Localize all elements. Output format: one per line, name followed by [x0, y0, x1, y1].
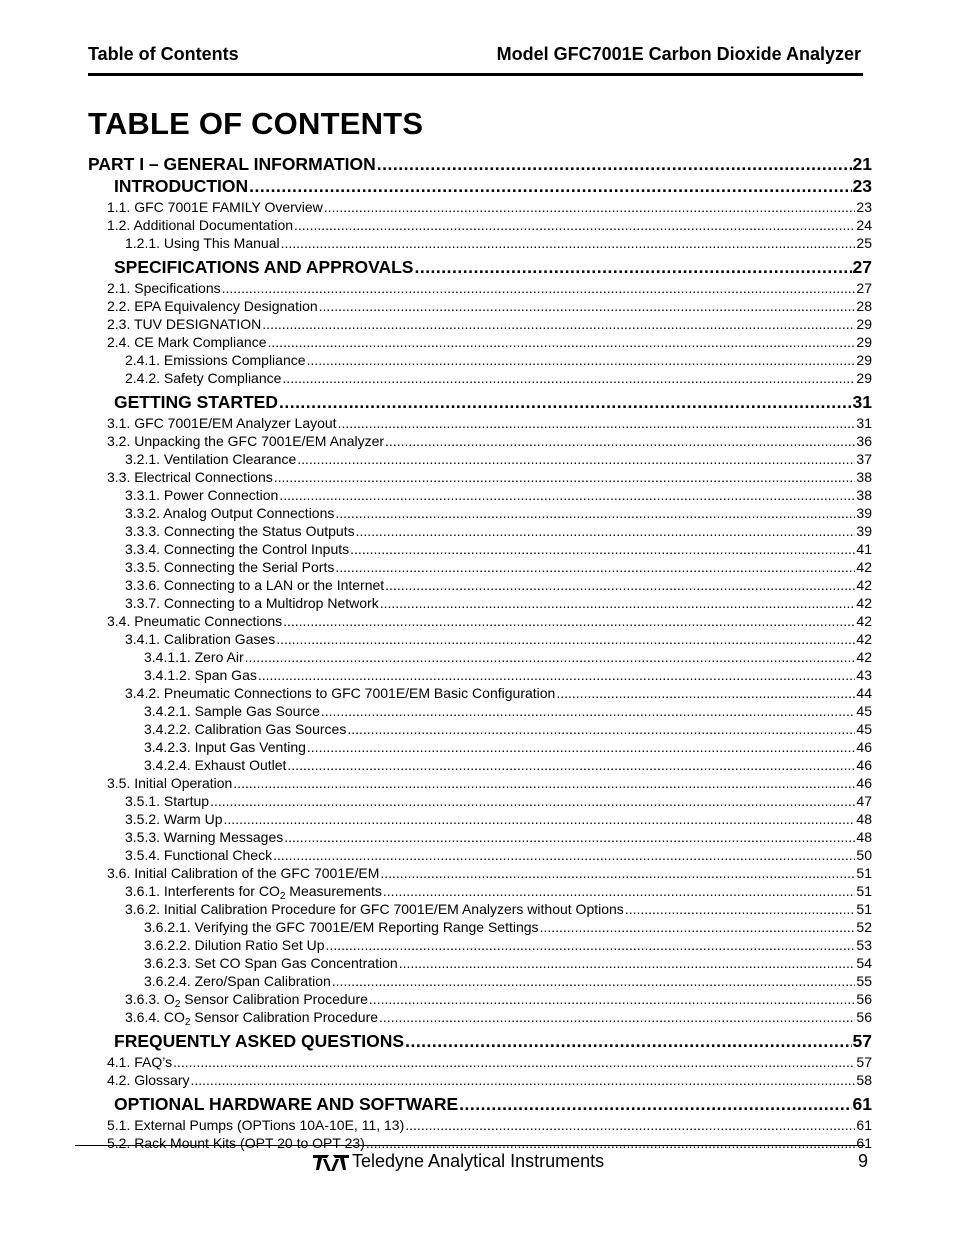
running-header-left: Table of Contents: [88, 44, 239, 64]
dot-leader: [347, 720, 855, 738]
toc-page-number: 51: [856, 883, 872, 899]
toc-entry-title: 3.3.7. Connecting to a Multidrop Network: [125, 595, 379, 611]
toc-entry-title: 3.4.2.4. Exhaust Outlet: [144, 757, 287, 773]
dot-leader: [385, 432, 855, 450]
toc-entry-title: 3.5.4. Functional Check: [125, 847, 273, 863]
toc-entry-title-part: 3.6.4. CO: [125, 1009, 185, 1025]
dot-leader: [287, 756, 855, 774]
dot-leader: [405, 1116, 855, 1134]
toc-entry-title: 3.3.4. Connecting the Control Inputs: [125, 541, 350, 557]
toc-page-number: 39: [856, 523, 872, 539]
toc-page-number: 45: [856, 703, 872, 719]
toc-entry[interactable]: [125, 540, 872, 558]
dot-leader: [307, 351, 856, 369]
dot-leader: [556, 684, 855, 702]
footer-divider: [75, 1145, 865, 1146]
toc-page-number: 21: [852, 154, 872, 174]
toc-page-number: 46: [856, 775, 872, 791]
dot-leader: [385, 576, 855, 594]
toc-page-number: 29: [856, 352, 872, 368]
toc-entry[interactable]: [125, 990, 872, 1008]
toc-entry[interactable]: [144, 666, 872, 684]
toc-entry-title: 3.3.2. Analog Output Connections: [125, 505, 335, 521]
dot-leader: [356, 522, 856, 540]
toc-heading-entry[interactable]: [114, 1093, 872, 1115]
toc-entry[interactable]: [125, 504, 872, 522]
dot-leader: [459, 1093, 851, 1115]
toc-entry-title: 3.2.1. Ventilation Clearance: [125, 451, 297, 467]
dot-leader: [625, 900, 856, 918]
toc-entry[interactable]: [144, 720, 872, 738]
dot-leader: [307, 738, 856, 756]
dot-leader: [281, 234, 856, 252]
toc-entry-title: 2.4.1. Emissions Compliance: [125, 352, 306, 368]
toc-page-number: 29: [856, 370, 872, 386]
toc-entry[interactable]: [125, 810, 872, 828]
toc-page-number: 46: [856, 739, 872, 755]
toc-entry-title-part: Sensor Calibration Procedure: [180, 991, 368, 1007]
toc-entry[interactable]: [144, 918, 872, 936]
dot-leader: [273, 846, 855, 864]
dot-leader: [233, 774, 855, 792]
toc-entry-title: 3.6.2.2. Dilution Ratio Set Up: [144, 937, 325, 953]
page-title: TABLE OF CONTENTS: [88, 106, 424, 141]
toc-entry-title-part: 3.6.3. O: [125, 991, 175, 1007]
toc-entry-title: 3.4.1.2. Span Gas: [144, 667, 257, 683]
toc-page-number: 42: [856, 649, 872, 665]
toc-entry-title: 3.3.6. Connecting to a LAN or the Internet: [125, 577, 385, 593]
toc-entry-title: 4.2. Glossary: [107, 1072, 190, 1088]
toc-page-number: 23: [852, 176, 872, 196]
toc-page-number: 31: [852, 392, 872, 412]
toc-page-number: 37: [856, 451, 872, 467]
dot-leader: [279, 486, 855, 504]
toc-page-number: 44: [856, 685, 872, 701]
toc-entry[interactable]: [125, 684, 872, 702]
toc-entry[interactable]: [125, 1008, 872, 1026]
toc-page-number: 57: [852, 1031, 872, 1051]
toc-entry[interactable]: [107, 333, 872, 351]
dot-leader: [297, 450, 855, 468]
toc-entry-title: 3.3.5. Connecting the Serial Ports: [125, 559, 335, 575]
toc-page-number: 42: [856, 595, 872, 611]
dot-leader: [245, 648, 856, 666]
dot-leader: [173, 1053, 855, 1071]
toc-entry[interactable]: [125, 792, 872, 810]
toc-heading-entry[interactable]: [114, 391, 872, 413]
toc-entry[interactable]: [125, 450, 872, 468]
dot-leader: [210, 792, 855, 810]
dot-leader: [379, 1008, 855, 1026]
toc-entry-title: 3.6.2. Initial Calibration Procedure for GFC 7001E/EM Analyzers without Options: [125, 901, 624, 917]
toc-entry[interactable]: [107, 612, 872, 630]
dot-leader: [222, 279, 856, 297]
toc-entry[interactable]: [125, 558, 872, 576]
dot-leader: [380, 864, 855, 882]
toc-heading-entry[interactable]: [88, 153, 872, 175]
dot-leader: [283, 612, 855, 630]
toc-entry-title: 5.2. Rack Mount Kits (OPT 20 to OPT 23): [107, 1135, 365, 1151]
toc-entry-title: SPECIFICATIONS AND APPROVALS: [114, 257, 414, 277]
toc-entry-title: 2.1. Specifications: [107, 280, 221, 296]
toc-page-number: 38: [856, 469, 872, 485]
running-header-right: Model GFC7001E Carbon Dioxide Analyzer: [496, 44, 861, 64]
toc-entry[interactable]: [125, 882, 872, 900]
toc-entry[interactable]: [125, 234, 872, 252]
toc-page-number: 57: [856, 1054, 872, 1070]
toc-entry-title: 3.6.2.3. Set CO Span Gas Concentration: [144, 955, 398, 971]
toc-entry-title: 3.2. Unpacking the GFC 7001E/EM Analyzer: [107, 433, 385, 449]
dot-leader: [224, 810, 856, 828]
toc-page-number: 42: [856, 577, 872, 593]
toc-entry[interactable]: [144, 954, 872, 972]
dot-leader: [324, 198, 856, 216]
toc-entry-title: 3.5. Initial Operation: [107, 775, 233, 791]
dot-leader: [326, 936, 856, 954]
toc-heading-entry[interactable]: [114, 256, 872, 278]
toc-entry-title: 3.4.2.2. Calibration Gas Sources: [144, 721, 347, 737]
toc-entry-title: 3.6. Initial Calibration of the GFC 7001E/EM: [107, 865, 380, 881]
toc-entry[interactable]: [125, 900, 872, 918]
toc-entry-title: 3.3.1. Power Connection: [125, 487, 279, 503]
footer-company: Teledyne Analytical Instruments: [352, 1151, 605, 1171]
toc-entry[interactable]: [107, 279, 872, 297]
toc-entry-title: PART I – GENERAL INFORMATION: [88, 154, 376, 174]
toc-page-number: 28: [856, 298, 872, 314]
dot-leader: [190, 1071, 855, 1089]
toc-page-number: 54: [856, 955, 872, 971]
dot-leader: [335, 504, 855, 522]
toc-entry[interactable]: [144, 756, 872, 774]
dot-leader: [350, 540, 855, 558]
toc-page-number: 50: [856, 847, 872, 863]
toc-page-number: 61: [856, 1135, 872, 1151]
dot-leader: [380, 594, 856, 612]
dot-leader: [383, 882, 856, 900]
toc-entry-title: 3.4.2.3. Input Gas Venting: [144, 739, 306, 755]
toc-page-number: 56: [856, 1009, 872, 1025]
toc-entry[interactable]: [107, 1134, 872, 1152]
toc-entry[interactable]: [125, 486, 872, 504]
toc-entry-title: FREQUENTLY ASKED QUESTIONS: [114, 1031, 405, 1051]
subscript: 2: [174, 999, 181, 1010]
toc-page-number: 27: [856, 280, 872, 296]
toc-entry-title: 3.1. GFC 7001E/EM Analyzer Layout: [107, 415, 337, 431]
toc-entry-title: 1.2. Additional Documentation: [107, 217, 294, 233]
toc-page-number: 43: [856, 667, 872, 683]
dot-leader: [284, 828, 855, 846]
dot-leader: [274, 468, 856, 486]
toc-entry-title: [125, 882, 382, 900]
toc-entry-title: 3.5.2. Warm Up: [125, 811, 223, 827]
toc-entry[interactable]: [125, 828, 872, 846]
toc-entry-title: 3.4.2.1. Sample Gas Source: [144, 703, 320, 719]
toc-page-number: 46: [856, 757, 872, 773]
toc-page-number: 39: [856, 505, 872, 521]
toc-entry[interactable]: [125, 630, 872, 648]
toc-page-number: 47: [856, 793, 872, 809]
toc-entry[interactable]: [107, 432, 872, 450]
page-number: 9: [857, 1151, 868, 1171]
toc-entry-title: GETTING STARTED: [114, 392, 278, 412]
toc-entry-title: 2.3. TUV DESIGNATION: [107, 316, 262, 332]
dot-leader: [279, 391, 852, 413]
toc-page-number: 24: [856, 217, 872, 233]
toc-entry[interactable]: [144, 648, 872, 666]
toc-entry[interactable]: [144, 738, 872, 756]
toc-entry[interactable]: [107, 297, 872, 315]
toc-entry[interactable]: [107, 1053, 872, 1071]
dot-leader: [414, 256, 851, 278]
toc-page-number: 55: [856, 973, 872, 989]
toc-entry[interactable]: [107, 216, 872, 234]
toc-entry-title: OPTIONAL HARDWARE AND SOFTWARE: [114, 1094, 459, 1114]
toc-entry[interactable]: [125, 594, 872, 612]
toc-page-number: 41: [856, 541, 872, 557]
toc-entry-title: 3.4.2. Pneumatic Connections to GFC 7001E/EM Basic Configuration: [125, 685, 556, 701]
toc-heading-entry[interactable]: [114, 1030, 872, 1052]
toc-page-number: 51: [856, 901, 872, 917]
toc-heading-entry[interactable]: [114, 175, 872, 197]
toc-page-number: 42: [856, 613, 872, 629]
toc-entry[interactable]: [125, 522, 872, 540]
toc-entry-title: 3.6.2.4. Zero/Span Calibration: [144, 973, 331, 989]
toc-entry-title: [125, 990, 368, 1008]
toc-entry[interactable]: [125, 576, 872, 594]
toc-entry-title: 4.1. FAQ’s: [107, 1054, 173, 1070]
dot-leader: [399, 954, 856, 972]
toc-entry-title: 1.2.1. Using This Manual: [125, 235, 280, 251]
toc-entry[interactable]: [125, 351, 872, 369]
toc-entry-title: 1.1. GFC 7001E FAMILY Overview: [107, 199, 323, 215]
toc-page-number: 48: [856, 811, 872, 827]
toc-entry[interactable]: [107, 1116, 872, 1134]
toc-entry[interactable]: [107, 468, 872, 486]
toc-entry-title: 3.3.3. Connecting the Status Outputs: [125, 523, 355, 539]
toc-entry-title: 3.5.3. Warning Messages: [125, 829, 284, 845]
toc-page-number: 48: [856, 829, 872, 845]
dot-leader: [294, 216, 855, 234]
toc-page-number: 42: [856, 559, 872, 575]
toc-page-number: 52: [856, 919, 872, 935]
toc-entry-title: INTRODUCTION: [114, 176, 249, 196]
toc-page-number: 38: [856, 487, 872, 503]
dot-leader: [282, 369, 855, 387]
toc-page-number: 27: [852, 257, 872, 277]
toc-entry[interactable]: [107, 864, 872, 882]
subscript: 2: [184, 1017, 191, 1028]
toc-page-number: 23: [856, 199, 872, 215]
toc-page-number: 45: [856, 721, 872, 737]
dot-leader: [377, 153, 852, 175]
dot-leader: [321, 702, 856, 720]
toc-page-number: 53: [856, 937, 872, 953]
toc-page-number: 51: [856, 865, 872, 881]
dot-leader: [366, 1134, 856, 1152]
toc-entry[interactable]: [144, 972, 872, 990]
toc-page-number: 61: [852, 1094, 872, 1114]
toc-entry[interactable]: [125, 369, 872, 387]
toc-page-number: 58: [856, 1072, 872, 1088]
dot-leader: [540, 918, 856, 936]
dot-leader: [262, 315, 855, 333]
toc-entry-title: [125, 1008, 378, 1026]
toc-entry-title: 3.6.2.1. Verifying the GFC 7001E/EM Reporting Range Settings: [144, 919, 539, 935]
toc-entry[interactable]: [107, 198, 872, 216]
dot-leader: [319, 297, 856, 315]
dot-leader: [276, 630, 855, 648]
toc-page-number: 56: [856, 991, 872, 1007]
toc-page-number: 42: [856, 631, 872, 647]
subscript: 2: [279, 891, 286, 902]
toc-entry[interactable]: [125, 846, 872, 864]
toc-page-number: 31: [856, 415, 872, 431]
toc-entry-title: 2.4. CE Mark Compliance: [107, 334, 267, 350]
toc-entry[interactable]: [144, 702, 872, 720]
toc-entry-title-part: Measurements: [285, 883, 382, 899]
toc-entry-title: 5.1. External Pumps (OPTions 10A-10E, 11, 13): [107, 1117, 405, 1133]
toc-entry[interactable]: [107, 315, 872, 333]
toc-entry-title: 2.4.2. Safety Compliance: [125, 370, 282, 386]
dot-leader: [332, 972, 856, 990]
toc-entry-title-part: 3.6.1. Interferents for CO: [125, 883, 280, 899]
dot-leader: [268, 333, 856, 351]
toc-entry[interactable]: [107, 414, 872, 432]
toc-entry[interactable]: [144, 936, 872, 954]
toc-entry-title: 2.2. EPA Equivalency Designation: [107, 298, 318, 314]
toc-entry-title: 3.3. Electrical Connections: [107, 469, 273, 485]
toc-entry-title: 3.5.1. Startup: [125, 793, 210, 809]
dot-leader: [335, 558, 855, 576]
toc-page-number: 25: [856, 235, 872, 251]
toc-entry[interactable]: [107, 1071, 872, 1089]
teledyne-logo-icon: [313, 1152, 349, 1172]
toc-entry-title: 3.4.1.1. Zero Air: [144, 649, 244, 665]
footer: [313, 1151, 604, 1172]
toc-page-number: 29: [856, 334, 872, 350]
toc-page-number: 61: [856, 1117, 872, 1133]
dot-leader: [369, 990, 856, 1008]
toc-entry-title: 3.4.1. Calibration Gases: [125, 631, 276, 647]
toc-entry-title: 3.4. Pneumatic Connections: [107, 613, 283, 629]
toc-entry[interactable]: [107, 774, 872, 792]
dot-leader: [338, 414, 856, 432]
dot-leader: [258, 666, 856, 684]
toc-page-number: 29: [856, 316, 872, 332]
toc-entry-title-part: Sensor Calibration Procedure: [190, 1009, 379, 1025]
dot-leader: [405, 1030, 851, 1052]
toc-page-number: 36: [856, 433, 872, 449]
dot-leader: [249, 175, 851, 197]
